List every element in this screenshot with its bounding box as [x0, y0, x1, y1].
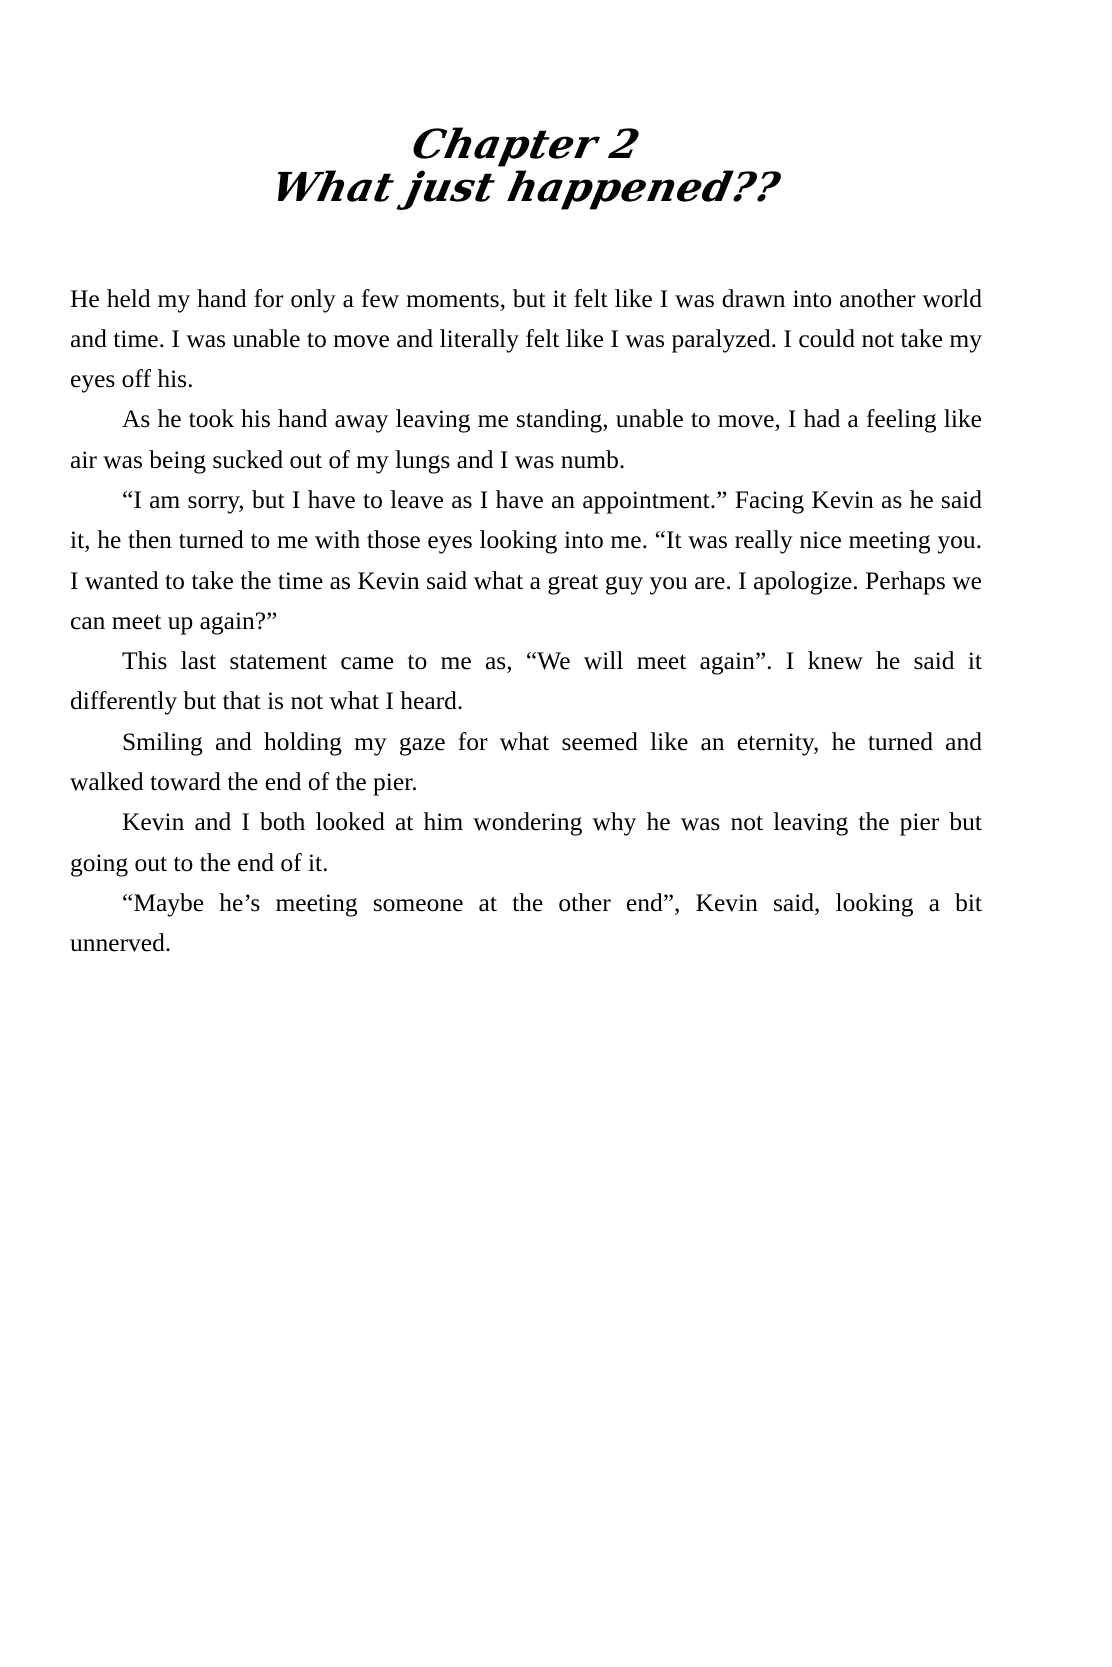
paragraph: This last statement came to me as, “We will meet again”. I knew he said it differently but that is not what I heard. — [70, 646, 982, 716]
page-content — [70, 121, 982, 963]
paragraph: Smiling and holding my gaze for what seemed like an eternity, he turned and walked toward the end of the pier. — [70, 726, 982, 796]
chapter-number-title: Chapter 2 — [408, 121, 645, 168]
paragraph: As he took his hand away leaving me standing, unable to move, I had a feeling like air was being sucked out of my lungs and I was numb. — [70, 404, 982, 474]
body-text — [70, 279, 982, 964]
paragraph: Kevin and I both looked at him wondering why he was not leaving the pier but going out to the end of it. — [70, 807, 982, 877]
chapter-heading — [70, 121, 982, 211]
paragraph: “Maybe he’s meeting someone at the other end”, Kevin said, looking a bit unnerved. — [70, 887, 982, 958]
paragraph: He held my hand for only a few moments, but it felt like I was drawn into another world and time. I was unable to move and literally felt like I was paralyzed. I could not take my eyes off his. — [70, 283, 982, 394]
chapter-subtitle: What just happened?? — [267, 163, 785, 211]
paragraph: “I am sorry, but I have to leave as I have an appointment.” Facing Kevin as he said it, he then turned to me with those eyes looking into me. “It was really nice meeting you. I wanted to take the time as Kevin said what a great guy you are. I apologize. Perhaps we can meet up again?” — [70, 485, 982, 635]
